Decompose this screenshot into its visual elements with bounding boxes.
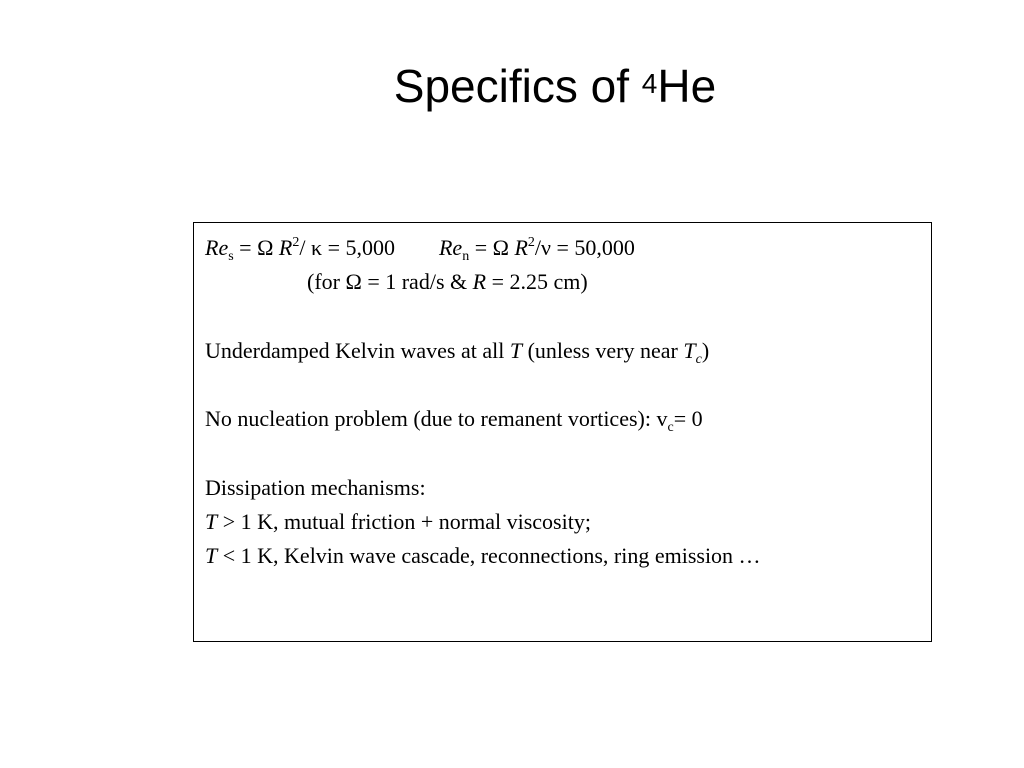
kelvin-prefix: Underdamped Kelvin waves at all [205,338,510,363]
title-text: Specifics of [393,60,642,112]
re-s-exponent: 2 [292,235,300,250]
conditions-suffix: = 2.25 cm) [486,269,588,294]
kelvin-middle: (unless very near [522,338,684,363]
nucleation-prefix: No nucleation problem (due to remanent vortices): v [205,406,668,431]
re-s-symbol: Re [205,235,229,260]
title-isotope-superscript: 4 [641,68,658,99]
kelvin-critical-temperature: T [683,338,696,363]
nucleation-line [205,406,703,436]
re-n-symbol: Re [438,235,463,260]
conditions-prefix: (for Ω = 1 rad/s & [307,269,473,294]
conditions-radius: R [472,269,487,294]
slide-title [0,58,1024,114]
re-n-value: /ν = 50,000 [534,235,635,260]
content-box [193,222,932,642]
reynolds-numbers-line [205,235,635,265]
re-n-exponent: 2 [527,235,535,250]
high-t-symbol: T [205,509,218,534]
re-s-value: / κ = 5,000 [299,235,395,260]
kelvin-critical-subscript: c [695,352,702,367]
low-temperature-line [205,543,761,569]
re-s-equals: = Ω [233,235,279,260]
title-element: He [657,60,717,112]
high-t-text: > 1 K, mutual friction + normal viscosity; [217,509,591,534]
kelvin-suffix: ) [701,338,710,363]
kelvin-waves-line [205,338,709,368]
low-t-symbol: T [205,543,218,568]
nucleation-suffix: = 0 [673,406,703,431]
re-n-radius: R [514,235,528,260]
re-n-subscript: n [462,249,470,264]
nucleation-subscript: c [667,420,674,435]
dissipation-heading: Dissipation mechanisms: [205,475,426,500]
low-t-text: < 1 K, Kelvin wave cascade, reconnections, ring emission … [217,543,761,568]
kelvin-temperature: T [509,338,523,363]
re-s-radius: R [278,235,293,260]
re-s-subscript: s [228,249,234,264]
conditions-line [307,269,588,295]
high-temperature-line [205,509,591,535]
re-n-equals: = Ω [469,235,515,260]
